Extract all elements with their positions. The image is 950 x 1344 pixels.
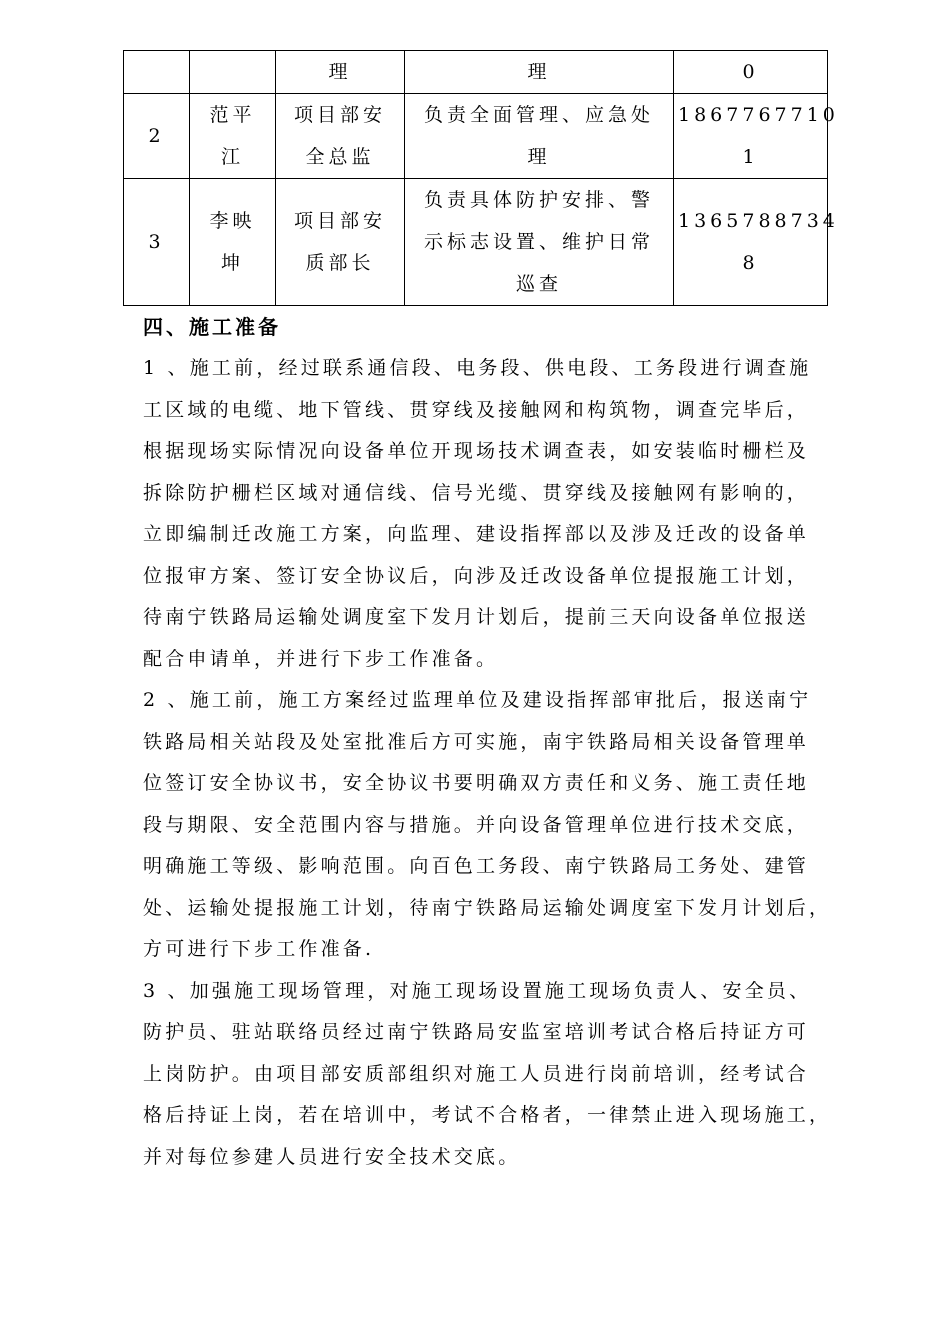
cell-duty (405, 179, 674, 306)
cell-text-line: 巡查 (515, 273, 562, 295)
cell-position (276, 94, 405, 179)
cell-text-line: 2 (148, 125, 165, 147)
cell-phone (674, 179, 839, 306)
paragraph-line: 1 、施工前，经过联系通信段、电务段、供电段、工务段进行调查施 (143, 357, 812, 379)
section-body (143, 306, 851, 1178)
cell-text-line: 理 (527, 146, 551, 168)
paragraph-line: 格后持证上岗，若在培训中，考试不合格者，一律禁止进入现场施工， (143, 1104, 832, 1126)
section-paragraphs (143, 348, 851, 1178)
cell-text-line: 质部长 (305, 252, 375, 274)
paragraph-line: 2 、施工前，施工方案经过监理单位及建设指挥部审批后，报送南宁 (143, 689, 812, 711)
paragraph (143, 680, 851, 971)
paragraph-line: 位签订安全协议书，安全协议书要明确双方责任和义务、施工责任地 (143, 772, 810, 794)
table-row (124, 94, 828, 179)
paragraph-line: 3 、加强施工现场管理，对施工现场设置施工现场负责人、安全员、 (143, 979, 812, 1002)
cell-number (124, 179, 190, 306)
paragraph-line: 工区域的电缆、地下管线、贯穿线及接触网和构筑物，调查完毕后， (143, 398, 810, 421)
cell-text-line: 1365788734 (678, 210, 839, 232)
cell-name (190, 179, 276, 306)
cell-position (276, 179, 405, 306)
cell-text-line: 项目部安 (293, 104, 386, 126)
cell-text-line: 示标志设置、维护日常 (423, 231, 654, 253)
cell-text-line: 坤 (220, 252, 244, 274)
cell-duty (405, 51, 674, 94)
cell-text-line: 理 (527, 61, 551, 83)
cell-duty (405, 94, 674, 179)
cell-text-line: 理 (328, 61, 352, 83)
cell-text-line: 8 (742, 252, 759, 274)
paragraph-line: 根据现场实际情况向设备单位开现场技术调查表，如安装临时栅栏及 (143, 440, 810, 462)
personnel-table (123, 50, 839, 306)
cell-text-line: 负责全面管理、应急处 (423, 104, 654, 126)
paragraph (143, 348, 851, 680)
cell-name (190, 94, 276, 179)
cell-text-line: 江 (220, 146, 244, 168)
paragraph (143, 971, 851, 1179)
paragraph-line: 位报审方案、签订安全协议后，向涉及迁改设备单位提报施工计划， (143, 564, 810, 587)
paragraph-line: 并对每位参建人员进行安全技术交底。 (143, 1145, 521, 1168)
table-row (124, 51, 828, 94)
paragraph-line: 段与期限、安全范围内容与措施。并向设备管理单位进行技术交底， (143, 813, 810, 836)
cell-number (124, 94, 190, 179)
cell-position (276, 51, 405, 94)
cell-number (124, 51, 190, 94)
cell-text-line: 全总监 (305, 146, 375, 168)
paragraph-line: 防护员、驻站联络员经过南宁铁路局安监室培训考试合格后持证方可 (143, 1021, 810, 1043)
cell-text-line: 负责具体防护安排、警 (423, 189, 654, 211)
paragraph-line: 铁路局相关站段及处室批准后方可实施，南宇铁路局相关设备管理单 (143, 730, 810, 753)
cell-phone (674, 51, 828, 94)
paragraph-line: 方可进行下步工作准备. (143, 938, 375, 960)
cell-text-line: 1867767710 (678, 104, 839, 126)
cell-text-line: 1 (742, 146, 759, 168)
personnel-table-body (124, 51, 839, 306)
paragraph-line: 待南宁铁路局运输处调度室下发月计划后，提前三天向设备单位报送 (143, 606, 810, 628)
cell-phone (674, 94, 839, 179)
paragraph-line: 上岗防护。由项目部安质部组织对施工人员进行岗前培训，经考试合 (143, 1062, 810, 1085)
paragraph-line: 立即编制迁改施工方案，向监理、建设指挥部以及涉及迁改的设备单 (143, 523, 810, 545)
cell-name (190, 51, 276, 94)
cell-text-line: 项目部安 (293, 210, 386, 232)
cell-text-line: 3 (148, 231, 165, 253)
paragraph-line: 配合申请单，并进行下步工作准备。 (143, 647, 499, 670)
cell-text-line: 范平 (209, 104, 256, 126)
cell-text-line: 0 (742, 61, 759, 83)
paragraph-line: 明确施工等级、影响范围。向百色工务段、南宁铁路局工务处、建管 (143, 855, 810, 877)
section-heading: 四、施工准备 (143, 315, 281, 339)
cell-text-line: 李映 (209, 210, 256, 232)
table-row (124, 179, 828, 306)
paragraph-line: 拆除防护栅栏区域对通信线、信号光缆、贯穿线及接触网有影响的， (143, 481, 810, 504)
paragraph-line: 处、运输处提报施工计划，待南宁铁路局运输处调度室下发月计划后， (143, 896, 832, 919)
